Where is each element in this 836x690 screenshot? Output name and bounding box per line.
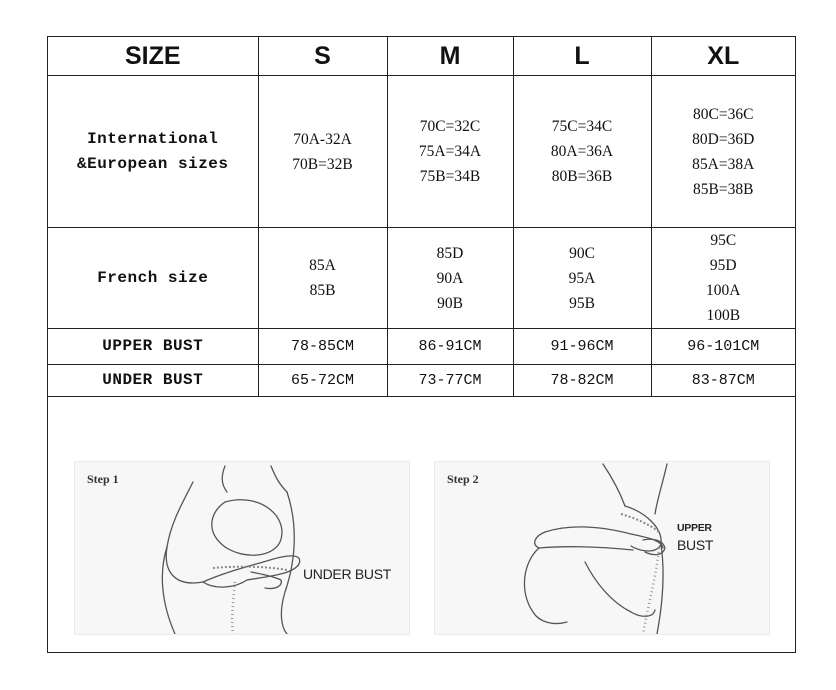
table-cell: 96-101CM: [651, 329, 795, 365]
upper-bust-label-line2: BUST: [677, 537, 714, 553]
row-label-line: &European sizes: [76, 154, 229, 173]
header-xl: XL: [651, 37, 795, 76]
cell-value: 90B: [437, 294, 463, 312]
row-label: UNDER BUST: [48, 365, 258, 397]
table-cell: 65-72CM: [258, 365, 387, 397]
cell-value: 100B: [706, 307, 741, 324]
cell-value: 80C=36C: [693, 105, 754, 123]
header-m: M: [387, 37, 513, 76]
table-cell: 73-77CM: [387, 365, 513, 397]
cell-value: 70B=32B: [292, 155, 353, 173]
table-cell: [258, 228, 387, 329]
cell-value: 85B=38B: [693, 180, 754, 198]
table-cell: [387, 228, 513, 329]
cell-value: 95B: [569, 294, 595, 312]
header-s: S: [258, 37, 387, 76]
table-cell: [387, 76, 513, 228]
table-cell: [513, 228, 651, 329]
cell-value: 90C: [569, 244, 595, 262]
cell-value: 95C: [710, 232, 737, 249]
row-label-line: French size: [97, 268, 209, 287]
size-chart: [47, 36, 796, 653]
cell-value: 80B=36B: [551, 168, 613, 185]
cell-value: 75C=34C: [551, 118, 613, 135]
step2-illustration: [434, 461, 770, 635]
table-row-french: [48, 228, 795, 329]
table-cell: [513, 76, 651, 228]
under-bust-label: UNDER BUST: [303, 566, 392, 582]
table-row-upper-bust: [48, 329, 795, 365]
cell-value: 85D: [436, 244, 464, 262]
cell-value: 70A-32A: [293, 130, 352, 148]
step2-label: Step 2: [447, 472, 479, 486]
cell-value: 80D=36D: [692, 130, 755, 148]
table-cell: 78-82CM: [513, 365, 651, 397]
step1-figure-drawing: [75, 462, 410, 635]
size-table: [48, 37, 795, 397]
cell-value: 75A=34A: [418, 143, 482, 160]
table-cell: 83-87CM: [651, 365, 795, 397]
cell-value: 75B=34B: [419, 168, 481, 185]
step1-label: Step 1: [87, 472, 119, 486]
row-label: [48, 76, 258, 228]
cell-value: 90A: [436, 269, 464, 287]
table-cell: [258, 76, 387, 228]
row-label-line: International: [87, 129, 219, 148]
cell-value: 80A=36A: [550, 143, 614, 160]
table-cell: 78-85CM: [258, 329, 387, 365]
cell-value: 85B: [309, 282, 336, 299]
cell-value: 85A: [309, 257, 336, 274]
header-l: L: [513, 37, 651, 76]
table-row-under-bust: [48, 365, 795, 397]
row-label: [48, 228, 258, 329]
table-cell: 86-91CM: [387, 329, 513, 365]
header-row: [48, 37, 795, 76]
header-size: SIZE: [48, 37, 258, 76]
table-cell: 91-96CM: [513, 329, 651, 365]
row-label: UPPER BUST: [48, 329, 258, 365]
cell-value: 95D: [709, 257, 737, 274]
step2-figure-drawing: [435, 462, 770, 635]
step1-illustration: [74, 461, 410, 635]
cell-value: 95A: [568, 269, 596, 287]
table-cell: [651, 228, 795, 329]
table-row-international: [48, 76, 795, 228]
cell-value: 70C=32C: [419, 118, 481, 135]
upper-bust-label-line1: UPPER: [677, 522, 712, 534]
cell-value: 85A=38A: [692, 155, 755, 173]
cell-value: 100A: [706, 282, 741, 299]
table-cell: [651, 76, 795, 228]
